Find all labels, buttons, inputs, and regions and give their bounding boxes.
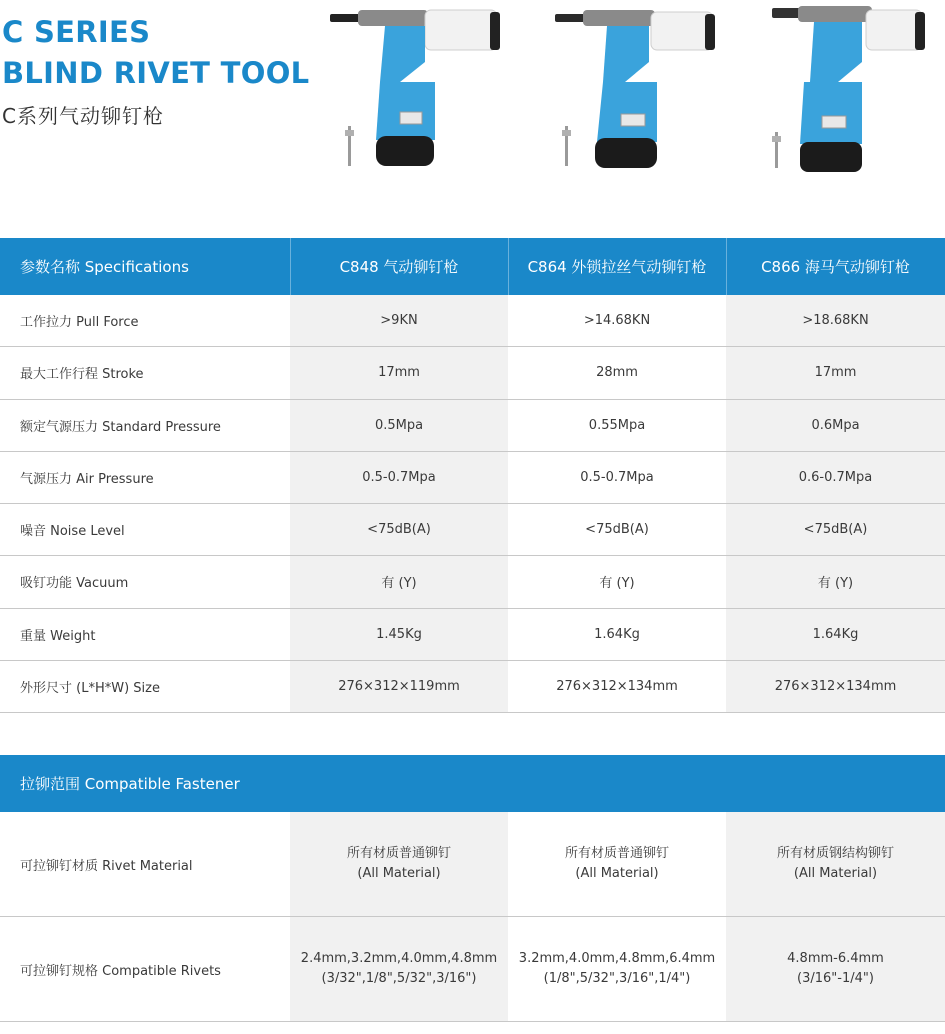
table-row bbox=[0, 556, 945, 608]
cell-c848: >9KN bbox=[380, 313, 418, 329]
row-label: 重量 Weight bbox=[20, 628, 96, 644]
cell-c848 bbox=[290, 917, 508, 1021]
cell-c866: 276×312×134mm bbox=[774, 678, 897, 694]
cell-line: 2.4mm,3.2mm,4.0mm,4.8mm bbox=[300, 951, 498, 966]
cell-c866 bbox=[726, 917, 945, 1021]
row-label: 吸钉功能 Vacuum bbox=[20, 576, 129, 592]
cell-line: 所有材质普通铆钉 bbox=[564, 846, 669, 861]
cell-c848 bbox=[290, 812, 508, 916]
row-label: 噪音 Noise Level bbox=[20, 524, 125, 540]
rivet-icon bbox=[562, 126, 571, 166]
row-label: 最大工作行程 Stroke bbox=[20, 367, 144, 383]
cell-line: (1/8",5/32",3/16",1/4") bbox=[543, 971, 691, 986]
row-label: 可拉铆钉规格 Compatible Rivets bbox=[20, 963, 221, 979]
fastener-header-label: 拉铆范围 Compatible Fastener bbox=[20, 775, 240, 793]
table-row bbox=[0, 347, 945, 399]
cell-c864: 有 (Y) bbox=[599, 576, 635, 592]
row-label: 工作拉力 Pull Force bbox=[20, 315, 139, 331]
row-label: 可拉铆钉材质 Rivet Material bbox=[20, 858, 193, 874]
cell-c848: 0.5-0.7Mpa bbox=[362, 469, 436, 485]
specs-header-label: 参数名称 Specifications bbox=[20, 258, 189, 276]
cell-c848: 17mm bbox=[378, 365, 420, 381]
cell-c866: <75dB(A) bbox=[803, 522, 868, 538]
cell-c848: 有 (Y) bbox=[381, 576, 417, 592]
c848-tool-image bbox=[330, 2, 515, 174]
table-row bbox=[0, 917, 945, 1022]
cell-c866: 有 (Y) bbox=[817, 576, 854, 592]
title-line-1: C SERIES bbox=[2, 15, 151, 49]
row-label: 气源压力 Air Pressure bbox=[20, 471, 154, 487]
cell-c864: 28mm bbox=[596, 365, 638, 381]
cell-c864: >14.68KN bbox=[583, 313, 651, 329]
cell-c848: <75dB(A) bbox=[367, 522, 431, 538]
cell-c866: 17mm bbox=[814, 365, 857, 381]
table-row bbox=[0, 504, 945, 556]
cell-c866 bbox=[726, 812, 945, 916]
cell-c864 bbox=[508, 812, 726, 916]
cell-c864: 0.5-0.7Mpa bbox=[580, 469, 654, 485]
cell-c866: 0.6Mpa bbox=[811, 417, 860, 433]
cell-line: (All Material) bbox=[793, 866, 878, 881]
table-row bbox=[0, 661, 945, 713]
rivet-icon bbox=[345, 126, 354, 166]
cell-c864: <75dB(A) bbox=[585, 522, 649, 538]
rivet-icon bbox=[772, 132, 781, 168]
cell-line: (All Material) bbox=[357, 866, 441, 881]
c864-tool-image bbox=[555, 2, 740, 174]
cell-c866: 0.6-0.7Mpa bbox=[798, 469, 873, 485]
table-row bbox=[0, 452, 945, 504]
cell-line: (All Material) bbox=[575, 866, 659, 881]
table-row bbox=[0, 295, 945, 347]
subtitle: C系列气动铆钉枪 bbox=[2, 104, 164, 128]
table-row bbox=[0, 812, 945, 917]
cell-c848: 276×312×119mm bbox=[338, 678, 460, 694]
cell-line: 所有材质普通铆钉 bbox=[346, 846, 451, 861]
cell-line: (3/16"-1/4") bbox=[797, 971, 874, 986]
cell-c848: 0.5Mpa bbox=[374, 417, 424, 433]
title-block bbox=[2, 12, 309, 129]
cell-line: 所有材质钢结构铆钉 bbox=[776, 846, 894, 861]
title-line-2: BLIND RIVET TOOL bbox=[2, 56, 310, 90]
table-row bbox=[0, 609, 945, 661]
cell-c864 bbox=[508, 917, 726, 1021]
specs-header-c848: C848 气动铆钉枪 bbox=[339, 258, 459, 276]
row-label: 额定气源压力 Standard Pressure bbox=[20, 419, 221, 435]
cell-c866: >18.68KN bbox=[802, 313, 869, 329]
cell-c864: 1.64Kg bbox=[594, 626, 640, 642]
specs-header-c866: C866 海马气动铆钉枪 bbox=[761, 258, 910, 276]
cell-c864: 276×312×134mm bbox=[556, 678, 678, 694]
c866-tool-image bbox=[772, 2, 932, 174]
specs-header-c864: C864 外锁拉丝气动铆钉枪 bbox=[527, 258, 707, 276]
cell-line: 4.8mm-6.4mm bbox=[787, 951, 884, 966]
cell-line: (3/32",1/8",5/32",3/16") bbox=[321, 971, 477, 986]
cell-c866: 1.64Kg bbox=[812, 626, 859, 642]
cell-c848: 1.45Kg bbox=[376, 626, 422, 642]
cell-line: 3.2mm,4.0mm,4.8mm,6.4mm bbox=[518, 951, 716, 966]
fastener-header-band bbox=[0, 755, 945, 812]
table-row bbox=[0, 400, 945, 452]
row-label: 外形尺寸 (L*H*W) Size bbox=[20, 680, 160, 696]
cell-c864: 0.55Mpa bbox=[588, 417, 646, 433]
specs-header-band bbox=[0, 238, 945, 295]
